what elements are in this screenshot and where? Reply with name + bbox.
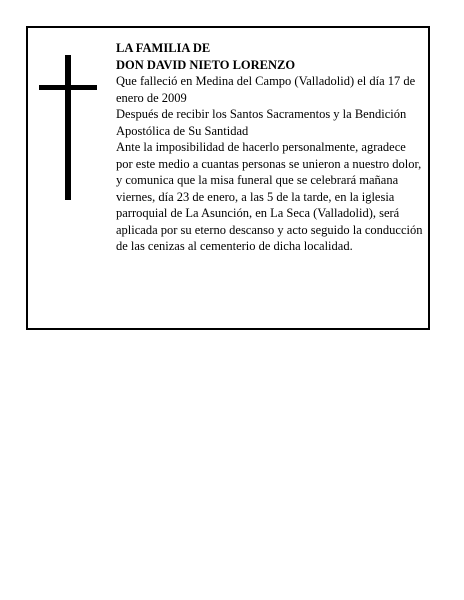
sacraments-text: Después de recibir los Santos Sacramentos y la Bendición Apostólica de Su Santidad — [116, 107, 407, 138]
deceased-name: DON DAVID NIETO LORENZO — [116, 57, 296, 72]
death-info-text: Que falleció en Medina del Campo (Valladolid) el día 17 de enero de 2009 — [116, 74, 416, 105]
notice-text-block — [116, 40, 424, 255]
funeral-announcement-text: Ante la imposibilidad de hacerlo personalmente, agradece por este medio a cuantas personas se unieron a nuestro dolor, y comunica que la misa funeral que se celebrará mañana viernes, día 23 de enero, a las 5 de la tarde, en la iglesia parroquial de La Asunción, en La Seca (Valladolid), será aplicada por su eterno descanso y acto seguido la conducción de las cenizas al cementerio de dicha localidad. — [116, 140, 423, 253]
cross-vertical-bar — [65, 55, 71, 200]
latin-cross-icon — [39, 55, 97, 200]
family-heading: LA FAMILIA DE — [116, 41, 211, 55]
cross-horizontal-bar — [39, 85, 97, 90]
obituary-notice-frame — [26, 26, 430, 330]
